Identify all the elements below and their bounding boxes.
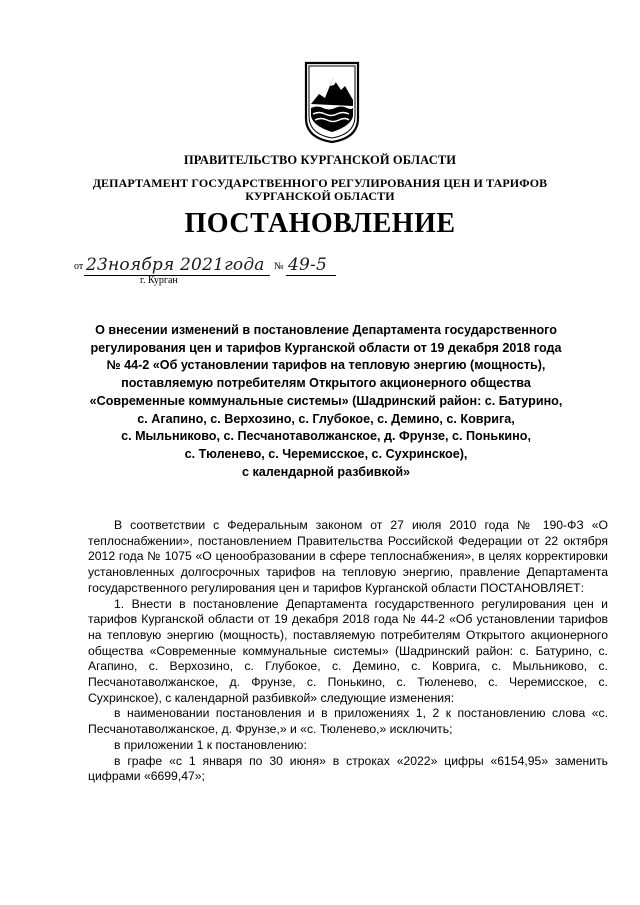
date-number-row (74, 255, 374, 285)
title-line: № 44-2 «Об установлении тарифов на тепловую энергию (мощность), (106, 358, 546, 373)
title-line: с. Тюленево, с. Черемисское, с. Сухринское), (184, 446, 468, 461)
title-line: поставляемую потребителям Открытого акционерного общества (121, 376, 531, 391)
department-name (0, 177, 640, 203)
document-type-heading: ПОСТАНОВЛЕНИЕ (184, 208, 456, 239)
number-prefix: № (274, 261, 284, 272)
department-name-line-1: ДЕПАРТАМЕНТ ГОСУДАРСТВЕННОГО РЕГУЛИРОВАНИЯ ЦЕН И ТАРИФОВ (92, 176, 548, 190)
handwritten-number: 49-5 (288, 255, 327, 275)
title-line: «Современные коммунальные системы» (Шадринский район: с. Батурино, (89, 393, 563, 408)
handwritten-date: 23ноября 2021года (86, 255, 265, 275)
title-line: с календарной разбивкой» (241, 464, 411, 479)
appendix-paragraph: в приложении 1 к постановлению: (114, 737, 307, 752)
amendment-paragraph: в наименовании постановления и в приложениях 1, 2 к постановлению слова «с. Песчанотаволжанское, д. Фрунзе,» и «с. Тюленево,» исключить; (88, 706, 608, 737)
number-underline (286, 275, 336, 276)
title-line: с. Мыльниково, с. Песчанотаволжанское, д. Фрунзе, с. Понькино, (121, 429, 531, 444)
department-name-line-2: КУРГАНСКОЙ ОБЛАСТИ (245, 189, 395, 203)
title-line: регулирования цен и тарифов Курганской области от 19 декабря 2018 года (90, 340, 562, 355)
coat-of-arms-emblem (303, 60, 361, 144)
date-prefix: от (74, 261, 84, 272)
document-body (88, 518, 608, 785)
tariff-change-paragraph: в графе «с 1 января по 30 июня» в строках «2022» цифры «6154,95» заменить цифрами «6699,47»; (88, 753, 608, 784)
title-line: О внесении изменений в постановление Департамента государственного (95, 323, 557, 337)
city-label: г. Курган (140, 275, 178, 286)
preamble-paragraph: В соответствии с Федеральным законом от 27 июля 2010 года № 190-ФЗ «О теплоснабжении», постановлением Правительства Российской Федерации от 22 октября 2012 года № 1075 «О ценообразовании в сфере теплоснабжения», в целях корректировки установленных долгосрочных тарифов на тепловую энергию, правление Департамента государственного регулирования цен и тарифов Курганской области ПОСТАНОВЛЯЕТ: (88, 518, 608, 595)
title-line: с. Агапино, с. Верхозино, с. Глубокое, с. Демино, с. Коврига, (137, 411, 515, 426)
government-name: ПРАВИТЕЛЬСТВО КУРГАНСКОЙ ОБЛАСТИ (183, 153, 457, 167)
clause-1-paragraph: 1. Внести в постановление Департамента государственного регулирования цен и тарифов Курганской области от 19 декабря 2018 года № 44-2 «Об установлении тарифов на тепловую энергию (мощность), поставляемую потребителям Открытого акционерного общества «Современные коммунальные системы» (Шадринский район: с. Батурино, с. Агапино, с. Верхозино, с. Глубокое, с. Демино, с. Коврига, с. Мыльниково, с. Песчанотаволжанское, д. Фрунзе, с. Понькино, с. Тюленево, с. Черемисское, с. Сухринское), с календарной разбивкой» следующие изменения: (88, 596, 608, 705)
document-title (66, 322, 586, 481)
